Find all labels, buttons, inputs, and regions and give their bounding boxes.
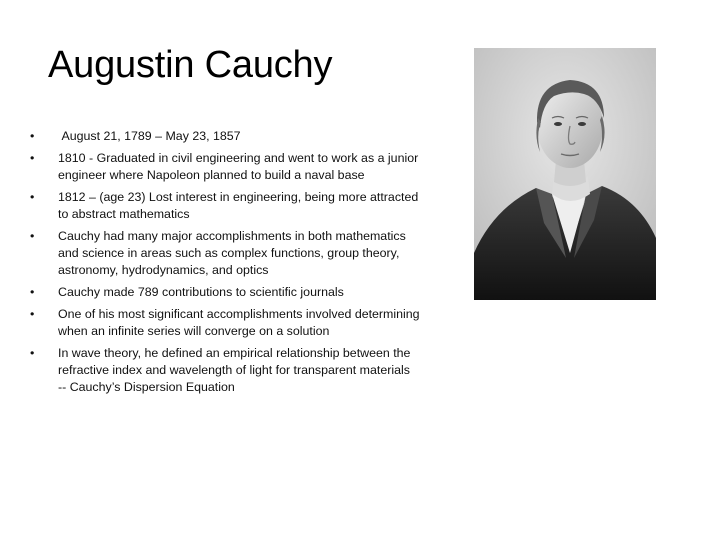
bullet-text: One of his most significant accomplishments involved determining when an infinite series will converge on a solution [58, 307, 420, 338]
bullet-glyph: • [30, 346, 35, 360]
slide-title: Augustin Cauchy [48, 44, 333, 86]
bullet-text: 1812 – (age 23) Lost interest in engineering, being more attracted to abstract mathematics [58, 190, 419, 221]
bullet-text: Cauchy made 789 contributions to scientific journals [58, 285, 344, 299]
bullet-glyph: • [30, 129, 35, 143]
bullet-list [30, 128, 420, 401]
bullet-item [30, 345, 420, 396]
bullet-item [30, 228, 420, 279]
bullet-item [30, 128, 420, 145]
bullet-text: August 21, 1789 – May 23, 1857 [58, 129, 241, 143]
bullet-text: 1810 - Graduated in civil engineering and went to work as a junior engineer where Napoleon planned to build a naval base [58, 151, 419, 182]
bullet-glyph: • [30, 190, 35, 204]
bullet-text: In wave theory, he defined an empirical relationship between the refractive index and wavelength of light for transparent materials -- Cauchy’s Dispersion Equation [58, 346, 417, 394]
bullet-item [30, 284, 420, 301]
bullet-glyph: • [30, 285, 35, 299]
portrait-image [474, 48, 656, 300]
bullet-glyph: • [30, 307, 35, 321]
portrait-drawing [474, 48, 656, 300]
bullet-item [30, 306, 420, 340]
bullet-glyph: • [30, 151, 35, 165]
bullet-item [30, 150, 420, 184]
bullet-glyph: • [30, 229, 35, 243]
bullet-text: Cauchy had many major accomplishments in both mathematics and science in areas such as complex functions, group theory, astronomy, hydrodynamics, and optics [58, 229, 406, 277]
bullet-item [30, 189, 420, 223]
